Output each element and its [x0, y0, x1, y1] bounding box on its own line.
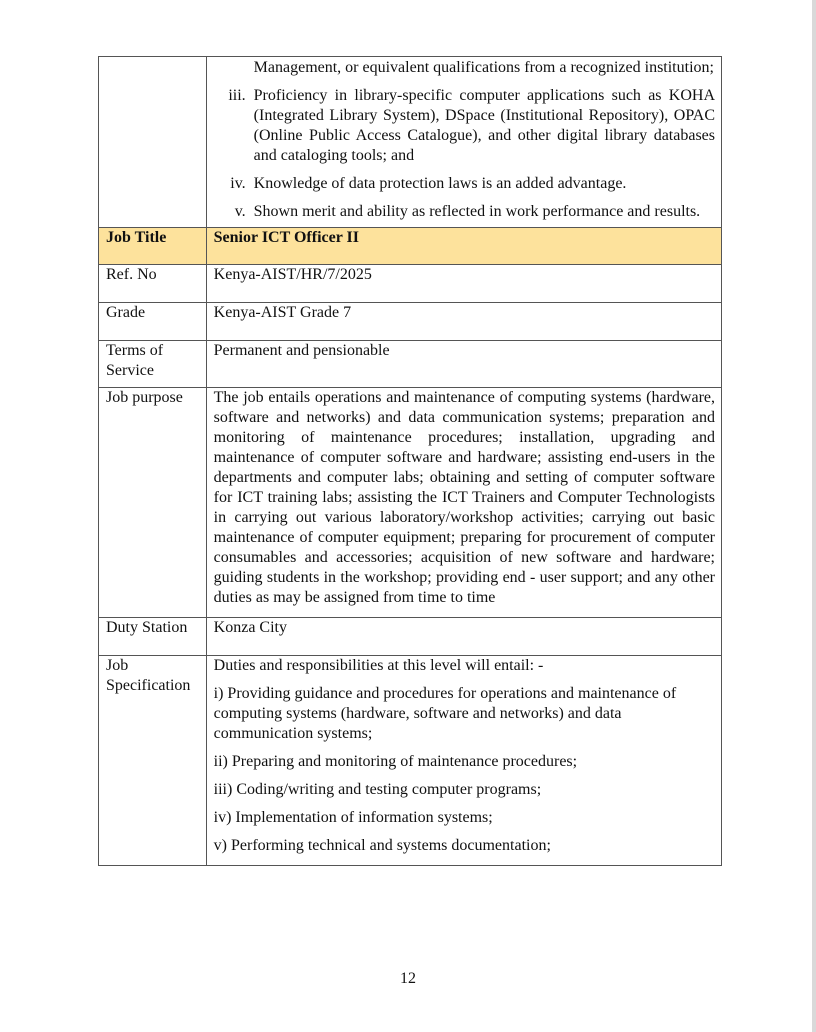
grade-row: [99, 303, 722, 341]
job-spec-cell: [206, 656, 721, 866]
job-title-row: [99, 228, 722, 265]
list-item: iii) Coding/writing and testing computer programs;: [213, 781, 542, 798]
terms-value: Permanent and pensionable: [206, 341, 721, 388]
continuation-label-cell: [99, 57, 207, 228]
duty-station-row: [99, 618, 722, 656]
job-spec-row: [99, 656, 722, 866]
list-item: [214, 202, 715, 222]
purpose-row: [99, 388, 722, 618]
ref-value: Kenya-AIST/HR/7/2025: [206, 265, 721, 303]
list-item: [214, 58, 715, 78]
job-title-label: Job Title: [99, 228, 207, 265]
list-item: [214, 174, 715, 194]
grade-label: Grade: [99, 303, 207, 341]
list-text: Proficiency in library-specific computer applications such as KOHA (Integrated Library System), DSpace (Institutional Repository), OPAC (Online Public Access Catalogue), and other digital library databases and cataloging tools; and: [253, 87, 715, 164]
list-item: ii) Preparing and monitoring of maintenance procedures;: [213, 753, 578, 770]
grade-value: Kenya-AIST Grade 7: [206, 303, 721, 341]
list-item: iv) Implementation of information systems;: [213, 809, 493, 826]
ref-row: [99, 265, 722, 303]
duty-station-label: Duty Station: [99, 618, 207, 656]
job-title-value: Senior ICT Officer II: [206, 228, 721, 265]
list-item: i) Providing guidance and procedures for operations and maintenance of computing systems (hardware, software and networks) and data communication systems;: [213, 685, 677, 742]
list-number: v.: [234, 203, 246, 220]
terms-row: [99, 341, 722, 388]
list-text: Shown merit and ability as reflected in work performance and results.: [253, 203, 701, 220]
list-number: iv.: [230, 175, 246, 192]
page-edge: [812, 0, 816, 1032]
page-number: 12: [400, 970, 416, 987]
requirements-list: [214, 58, 715, 222]
continuation-row: [99, 57, 722, 228]
terms-label: Terms of Service: [99, 341, 207, 388]
ref-label: Ref. No: [99, 265, 207, 303]
list-text: Knowledge of data protection laws is an added advantage.: [253, 175, 627, 192]
list-text: Management, or equivalent qualifications from a recognized institution;: [253, 59, 714, 76]
job-spec-intro: Duties and responsibilities at this level will entail: -: [213, 657, 544, 674]
list-number: [214, 58, 254, 78]
list-item: v) Performing technical and systems documentation;: [213, 837, 551, 854]
list-item: [214, 86, 715, 166]
duty-station-value: Konza City: [206, 618, 721, 656]
job-spec-label: Job Specification: [99, 656, 207, 866]
purpose-label: Job purpose: [99, 388, 207, 618]
purpose-value: The job entails operations and maintenance of computing systems (hardware, software and networks) and data communication systems; preparation and monitoring of maintenance procedures; installation, upgrading and maintenance of computer software and hardware; assisting end-users in the departments and computer labs; obtaining and setting of computer software for ICT training labs; assisting the ICT Trainers and Computer Technologists in carrying out various laboratory/workshop activities; carrying out basic maintenance of computer equipment; preparing for procurement of computer consumables and accessories; acquisition of new software and hardware; guiding students in the workshop; providing end - user support; and any other duties as may be assigned from time to time: [206, 388, 721, 618]
list-number: iii.: [228, 87, 246, 104]
job-details-table: [98, 56, 722, 866]
continuation-cell: [206, 57, 721, 228]
